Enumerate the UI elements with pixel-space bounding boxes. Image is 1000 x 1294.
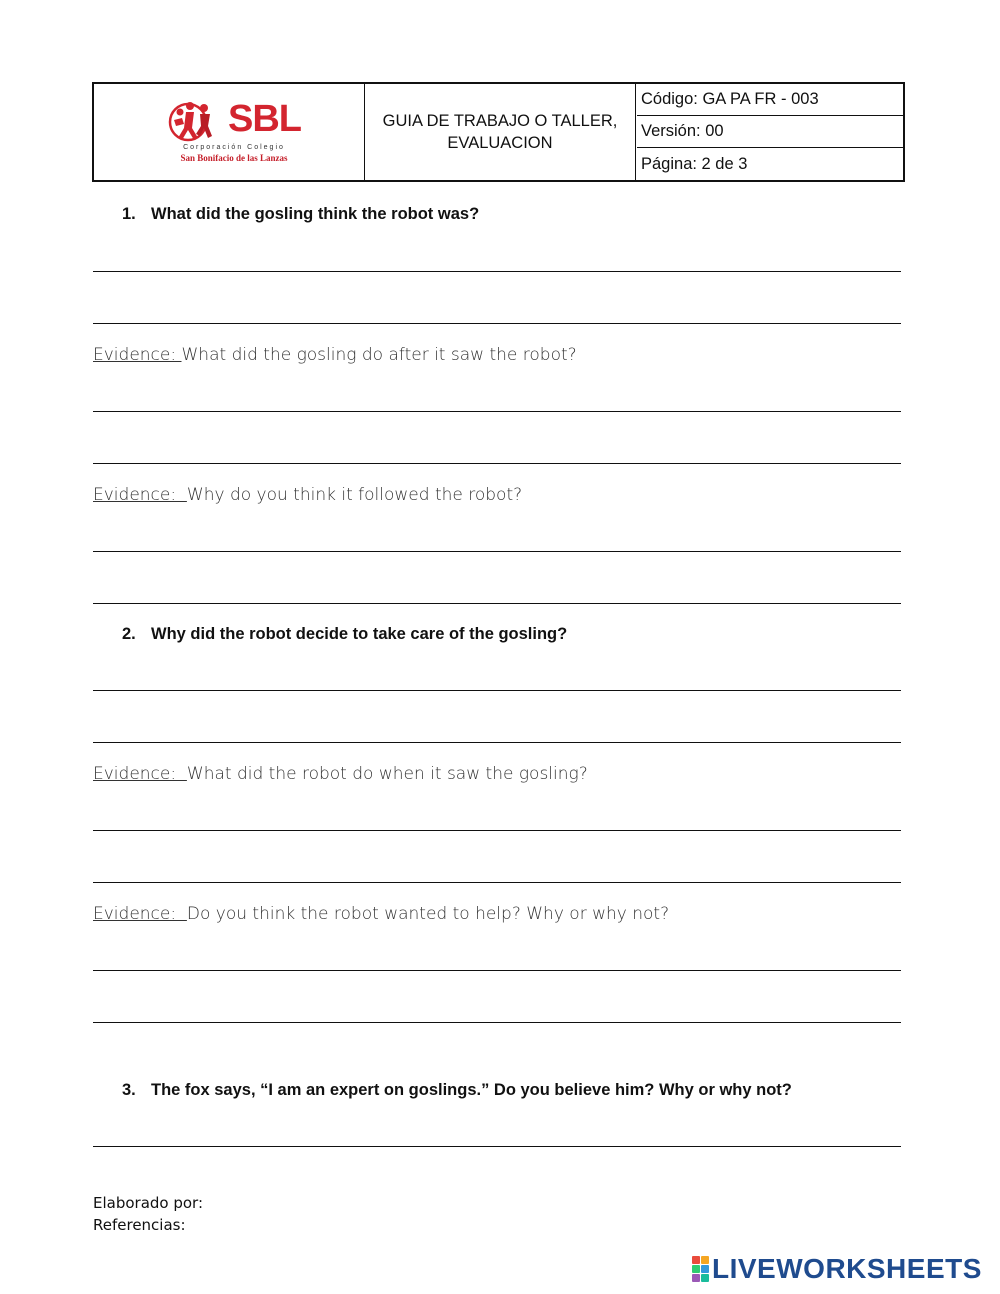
- answer-line[interactable]: [93, 463, 901, 464]
- question-2: 2. Why did the robot decide to take care of the gosling?: [122, 625, 568, 643]
- document-title: [365, 84, 636, 180]
- answer-line[interactable]: [93, 411, 901, 412]
- elaborado-label: Elaborado por:: [93, 1194, 204, 1212]
- evidence-label: Evidence:: [93, 485, 187, 505]
- school-logo: [164, 96, 304, 168]
- watermark-text: LIVEWORKSHEETS: [712, 1253, 982, 1284]
- logo-block: [692, 1256, 700, 1264]
- answer-line[interactable]: [93, 1022, 901, 1023]
- version-field: Versión: 00: [637, 116, 905, 148]
- answer-line[interactable]: [93, 742, 901, 743]
- answer-line[interactable]: [93, 323, 901, 324]
- logo-school-name: San Bonifacio de las Lanzas: [180, 153, 288, 163]
- answer-line[interactable]: [93, 271, 901, 272]
- answer-line[interactable]: [93, 1146, 901, 1147]
- title-line-1: GUIA DE TRABAJO O TALLER,: [382, 112, 618, 130]
- figures-emblem-icon: [168, 98, 228, 146]
- evidence-1: [93, 345, 577, 365]
- title-line-2: EVALUACION: [447, 134, 553, 152]
- logo-block: [692, 1265, 700, 1273]
- answer-line[interactable]: [93, 690, 901, 691]
- evidence-4-text: Do you think the robot wanted to help? Why or why not?: [186, 904, 670, 924]
- logo-block: [701, 1265, 709, 1273]
- question-3: 3. The fox says, “I am an expert on goslings.” Do you believe him? Why or why not?: [122, 1081, 792, 1099]
- answer-line[interactable]: [93, 830, 901, 831]
- evidence-label: Evidence:: [93, 904, 187, 924]
- logo-block: [692, 1274, 700, 1282]
- evidence-4: [93, 904, 669, 924]
- liveworksheets-logo-icon: [692, 1256, 709, 1282]
- evidence-2-text: Why do you think it followed the robot?: [186, 485, 523, 505]
- evidence-label: Evidence:: [93, 764, 187, 784]
- question-1: 1. What did the gosling think the robot was?: [122, 205, 480, 223]
- question-2-text: Why did the robot decide to take care of the gosling?: [151, 625, 568, 643]
- document-meta: [637, 84, 905, 180]
- pagina-field: Página: 2 de 3: [641, 154, 748, 173]
- evidence-1-text: What did the gosling do after it saw the robot?: [181, 345, 577, 365]
- logo-cell: [94, 84, 365, 180]
- liveworksheets-watermark: [692, 1253, 982, 1285]
- header-table: [92, 82, 905, 182]
- answer-line[interactable]: [93, 551, 901, 552]
- logo-brand: SBL: [228, 98, 301, 140]
- logo-corporation: Corporación Colegio: [183, 144, 285, 151]
- logo-block: [701, 1274, 709, 1282]
- answer-line[interactable]: [93, 882, 901, 883]
- codigo-field: Código: GA PA FR - 003: [637, 84, 905, 116]
- answer-line[interactable]: [93, 970, 901, 971]
- answer-line[interactable]: [93, 603, 901, 604]
- question-3-text: The fox says, “I am an expert on goslings.” Do you believe him? Why or why not?: [151, 1081, 792, 1099]
- referencias-label: Referencias:: [93, 1216, 186, 1234]
- evidence-3-text: What did the robot do when it saw the gosling?: [186, 764, 588, 784]
- evidence-3: [93, 764, 588, 784]
- logo-block: [701, 1256, 709, 1264]
- evidence-label: Evidence:: [93, 345, 182, 365]
- evidence-2: [93, 485, 522, 505]
- question-1-text: What did the gosling think the robot was?: [151, 205, 480, 223]
